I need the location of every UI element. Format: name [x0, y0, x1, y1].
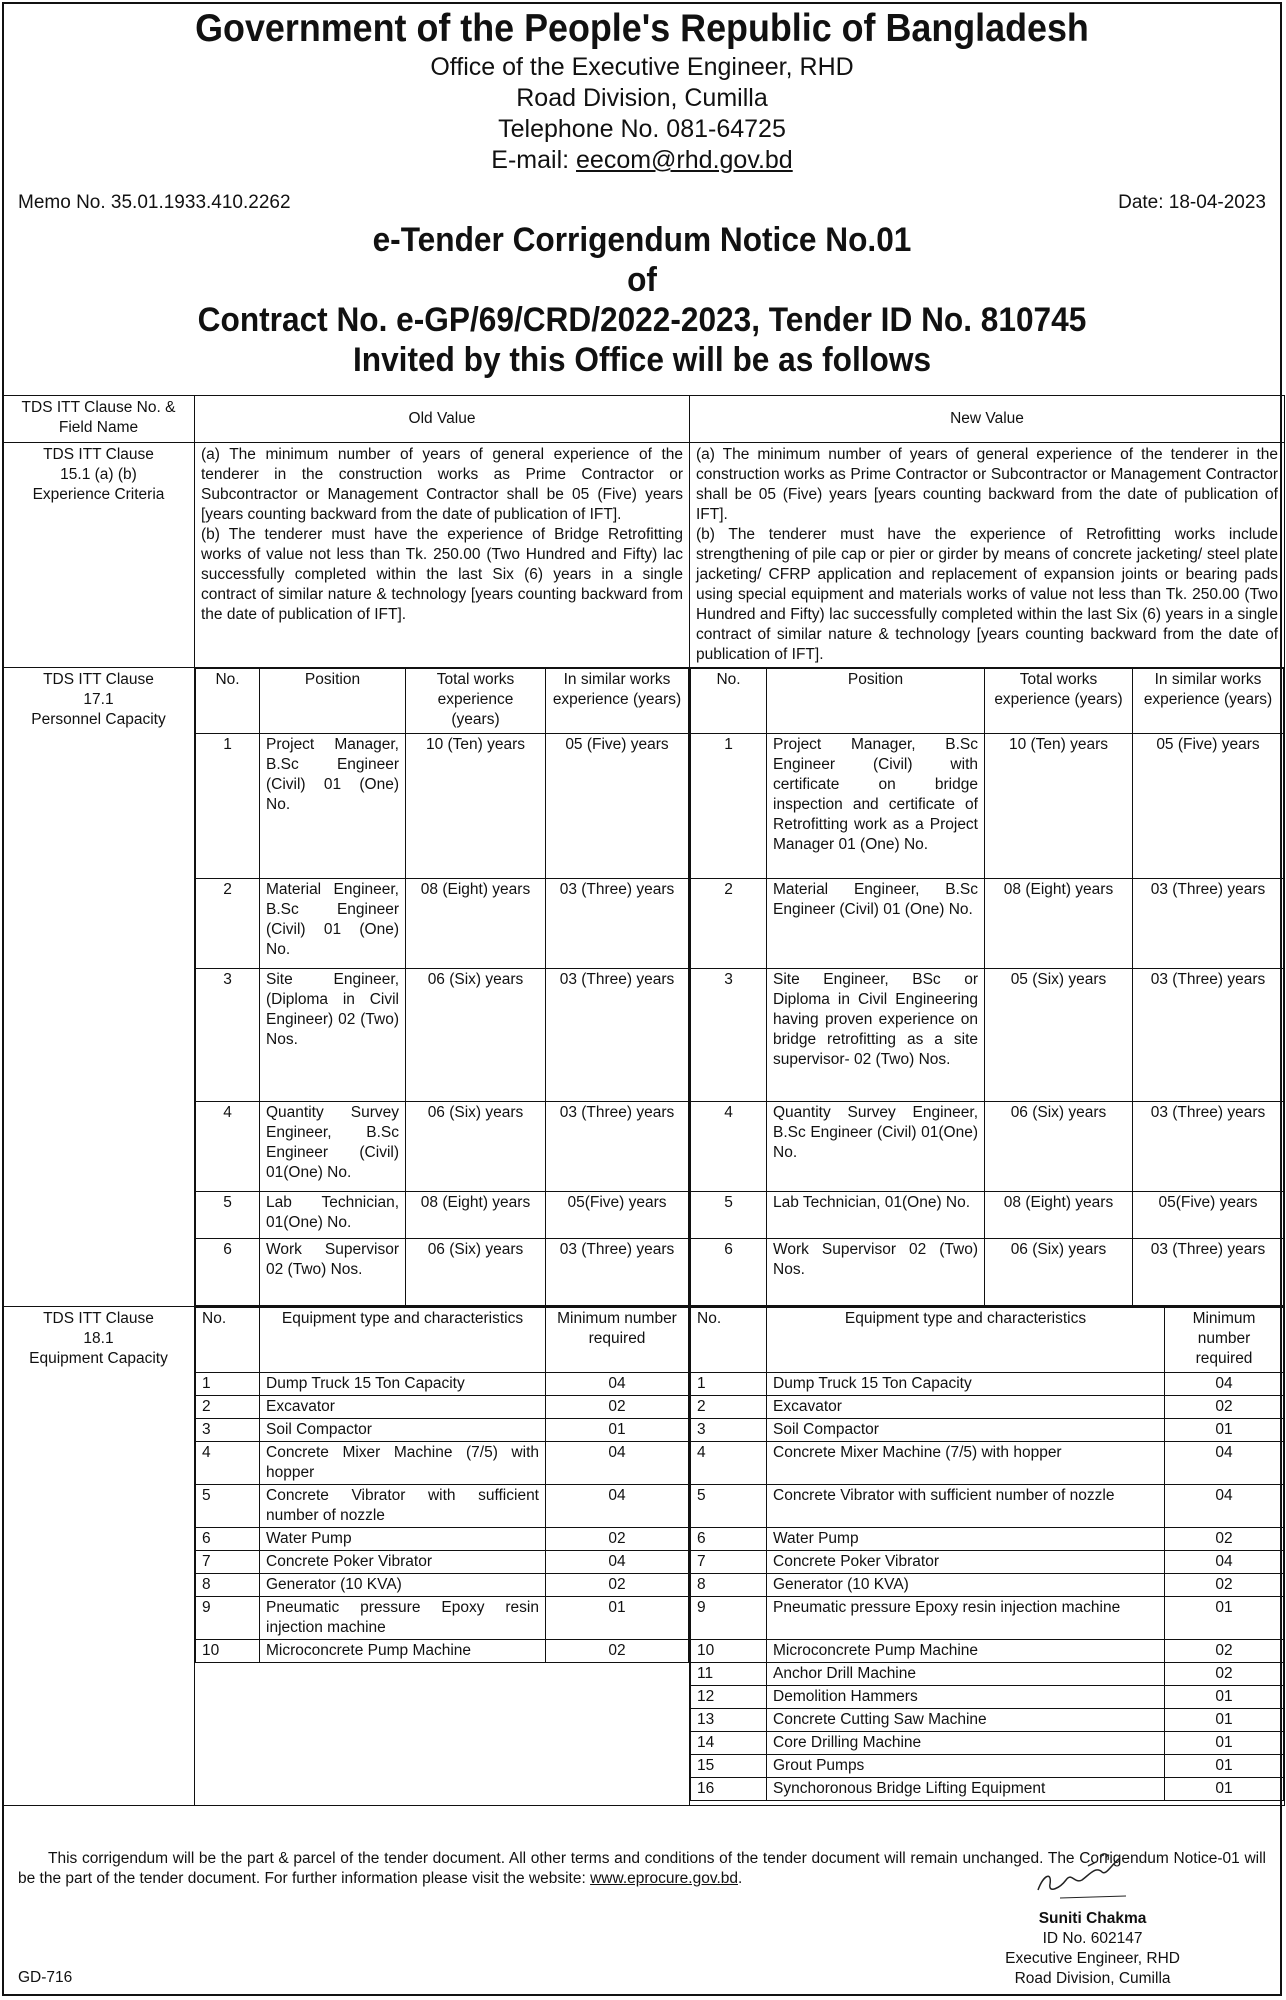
letterhead [4, 6, 1280, 176]
personnel-similar: 05(Five) years [1133, 1192, 1284, 1239]
equipment-new-table [690, 1307, 1284, 1801]
personnel-similar: 03 (Three) years [546, 1102, 689, 1192]
equipment-no: 2 [196, 1396, 260, 1419]
equipment-no: 7 [196, 1551, 260, 1574]
equipment-type: Pneumatic pressure Epoxy resin injection machine [260, 1597, 546, 1640]
personnel-total: 08 (Eight) years [406, 879, 546, 969]
equipment-min: 02 [1165, 1396, 1284, 1419]
personnel-similar: 03 (Three) years [1133, 1239, 1284, 1306]
personnel-row-item [196, 1102, 689, 1192]
personnel-total: 10 (Ten) years [985, 734, 1133, 879]
equipment-type: Generator (10 KVA) [260, 1574, 546, 1597]
equipment-no: 9 [196, 1597, 260, 1640]
equipment-min: 04 [1165, 1442, 1284, 1485]
equipment-min: 01 [1165, 1597, 1284, 1640]
personnel-similar: 05 (Five) years [1133, 734, 1284, 879]
equipment-no: 4 [196, 1442, 260, 1485]
personnel-row-item [691, 969, 1284, 1102]
equipment-no: 11 [691, 1663, 767, 1686]
equipment-row-item [691, 1663, 1284, 1686]
header-old-value: Old Value [195, 396, 690, 443]
equipment-type: Water Pump [767, 1528, 1165, 1551]
personnel-row-item [691, 1102, 1284, 1192]
equipment-no: 2 [691, 1396, 767, 1419]
equipment-type: Water Pump [260, 1528, 546, 1551]
equipment-type: Concrete Poker Vibrator [767, 1551, 1165, 1574]
experience-new-b: (b) The tenderer must have the experience of Retrofitting works include strengthening of pile cap or pier or girder by means of concrete jacketing/ steel plate jacketing/ CFRP application and replacement of expansion joints or bearing pads using special equipment and materials works of value not less than Tk. 250.00 (Two Hundred and Fifty) lac successfully completed within the last Six (6) years in a single contract of similar nature & technology [years counting backward from the date of publication of IFT]. [696, 526, 1278, 663]
equipment-row [3, 1307, 1285, 1806]
equipment-label [3, 1307, 195, 1806]
title-line-3: Contract No. e-GP/69/CRD/2022-2023, Tender ID No. 810745 [197, 301, 1087, 339]
personnel-row-item [196, 734, 689, 879]
equipment-no: 10 [691, 1640, 767, 1663]
personnel-row-item [691, 1192, 1284, 1239]
equipment-min: 04 [546, 1373, 689, 1396]
government-heading: Government of the People's Republic of Bangladesh [195, 7, 1089, 50]
equipment-no: 8 [196, 1574, 260, 1597]
equipment-row-item [196, 1597, 689, 1640]
equipment-row-item [196, 1396, 689, 1419]
personnel-header-similar: In similar works experience (years) [1133, 669, 1284, 734]
equipment-header-min: Minimum number required [1165, 1308, 1284, 1373]
equipment-header-type: Equipment type and characteristics [767, 1308, 1165, 1373]
title-line-4: Invited by this Office will be as follows [352, 341, 932, 379]
personnel-position: Lab Technician, 01(One) No. [767, 1192, 985, 1239]
equipment-row-item [691, 1551, 1284, 1574]
form-code: GD-716 [18, 1969, 73, 1986]
equipment-type: Concrete Mixer Machine (7/5) with hopper [767, 1442, 1165, 1485]
personnel-row-item [196, 879, 689, 969]
notice-page [2, 2, 1282, 1996]
personnel-no: 3 [691, 969, 767, 1102]
equipment-min: 02 [1165, 1528, 1284, 1551]
memo-number: Memo No. 35.01.1933.410.2262 [18, 192, 291, 213]
equipment-row-item [691, 1709, 1284, 1732]
personnel-no: 3 [196, 969, 260, 1102]
equipment-no: 12 [691, 1686, 767, 1709]
personnel-label [3, 668, 195, 1307]
equipment-row-item [691, 1396, 1284, 1419]
handwritten-signature [1030, 1844, 1130, 1906]
email-link[interactable]: eecom@rhd.gov.bd [576, 146, 793, 174]
equipment-min: 04 [1165, 1373, 1284, 1396]
personnel-header-total: Total works experience (years) [406, 669, 546, 734]
personnel-label-line: 17.1 [83, 691, 114, 708]
equipment-type: Anchor Drill Machine [767, 1663, 1165, 1686]
personnel-row-item [691, 879, 1284, 969]
equipment-empty-area [196, 1663, 689, 1806]
personnel-no: 2 [196, 879, 260, 969]
personnel-similar: 03 (Three) years [1133, 1102, 1284, 1192]
equipment-min: 01 [1165, 1686, 1284, 1709]
experience-label [3, 443, 195, 668]
equipment-no: 8 [691, 1574, 767, 1597]
equipment-no: 10 [196, 1640, 260, 1663]
equipment-min: 02 [546, 1396, 689, 1419]
equipment-label-line: TDS ITT Clause [43, 1310, 154, 1327]
personnel-total: 05 (Six) years [985, 969, 1133, 1102]
personnel-header-row [691, 669, 1284, 734]
memo-date: Date: 18-04-2023 [1118, 192, 1266, 213]
email-line [4, 145, 1280, 176]
personnel-position: Lab Technician, 01(One) No. [260, 1192, 406, 1239]
equipment-type: Dump Truck 15 Ton Capacity [767, 1373, 1165, 1396]
equipment-old-table [195, 1307, 689, 1805]
personnel-no: 5 [196, 1192, 260, 1239]
equipment-header-row [196, 1308, 689, 1373]
personnel-no: 4 [196, 1102, 260, 1192]
equipment-row-item [196, 1528, 689, 1551]
personnel-similar: 03 (Three) years [1133, 879, 1284, 969]
personnel-similar: 05(Five) years [546, 1192, 689, 1239]
equipment-type: Core Drilling Machine [767, 1732, 1165, 1755]
personnel-header-no: No. [196, 669, 260, 734]
personnel-no: 1 [196, 734, 260, 879]
personnel-header-row [196, 669, 689, 734]
experience-old [195, 443, 690, 668]
equipment-no: 1 [691, 1373, 767, 1396]
personnel-position: Quantity Survey Engineer, B.Sc Engineer (Civil) 01(One) No. [260, 1102, 406, 1192]
equipment-no: 9 [691, 1597, 767, 1640]
equipment-min: 04 [546, 1485, 689, 1528]
personnel-header-position: Position [767, 669, 985, 734]
equipment-row-item [196, 1551, 689, 1574]
equipment-row-item [691, 1732, 1284, 1755]
equipment-min: 04 [546, 1442, 689, 1485]
experience-label-line: TDS ITT Clause [43, 446, 154, 463]
title-line-2: of [627, 261, 657, 299]
personnel-no: 6 [196, 1239, 260, 1306]
personnel-new [690, 668, 1285, 1307]
personnel-no: 2 [691, 879, 767, 969]
experience-new-a: (a) The minimum number of years of general experience of the tenderer in the construction works as Prime Contractor or Subcontractor or Management Contractor shall be 05 (Five) years [years counting backward from the date of publication of IFT]. [696, 446, 1278, 523]
equipment-row-item [196, 1373, 689, 1396]
personnel-total: 08 (Eight) years [406, 1192, 546, 1239]
personnel-position: Work Supervisor 02 (Two) Nos. [260, 1239, 406, 1306]
table-header-row [3, 396, 1285, 443]
experience-label-line: 15.1 (a) (b) [60, 466, 137, 483]
equipment-type: Synchoronous Bridge Lifting Equipment [767, 1778, 1165, 1801]
memo-row [18, 192, 1266, 214]
title-line-1: e-Tender Corrigendum Notice No.01 [372, 221, 912, 259]
equipment-min: 02 [1165, 1663, 1284, 1686]
equipment-min: 02 [1165, 1574, 1284, 1597]
personnel-total: 06 (Six) years [985, 1102, 1133, 1192]
equipment-type: Concrete Mixer Machine (7/5) with hopper [260, 1442, 546, 1485]
personnel-row-item [196, 1192, 689, 1239]
personnel-header-position: Position [260, 669, 406, 734]
personnel-similar: 05 (Five) years [546, 734, 689, 879]
equipment-min: 01 [1165, 1755, 1284, 1778]
equipment-type: Pneumatic pressure Epoxy resin injection machine [767, 1597, 1165, 1640]
equipment-no: 1 [196, 1373, 260, 1396]
personnel-total: 06 (Six) years [406, 1102, 546, 1192]
personnel-header-total: Total works experience (years) [985, 669, 1133, 734]
equipment-row-item [691, 1442, 1284, 1485]
division-name: Road Division, Cumilla [516, 84, 768, 112]
equipment-min: 02 [546, 1574, 689, 1597]
equipment-header-min: Minimum number required [546, 1308, 689, 1373]
equipment-min: 01 [1165, 1419, 1284, 1442]
equipment-label-line: 18.1 [83, 1330, 114, 1347]
personnel-no: 5 [691, 1192, 767, 1239]
equipment-header-type: Equipment type and characteristics [260, 1308, 546, 1373]
telephone: Telephone No. 081-64725 [498, 115, 786, 143]
personnel-label-line: Personnel Capacity [31, 711, 166, 728]
equipment-no: 13 [691, 1709, 767, 1732]
equipment-row-item [691, 1778, 1284, 1801]
equipment-min: 02 [1165, 1640, 1284, 1663]
equipment-row-item [691, 1755, 1284, 1778]
equipment-type: Microconcrete Pump Machine [767, 1640, 1165, 1663]
signatory-name: Suniti Chakma [1038, 1910, 1147, 1927]
personnel-total: 10 (Ten) years [406, 734, 546, 879]
equipment-type: Soil Compactor [767, 1419, 1165, 1442]
equipment-type: Concrete Poker Vibrator [260, 1551, 546, 1574]
personnel-row [3, 668, 1285, 1307]
personnel-position: Site Engineer, (Diploma in Civil Engineer) 02 (Two) Nos. [260, 969, 406, 1102]
personnel-old-table [195, 668, 689, 1306]
equipment-min: 02 [546, 1640, 689, 1663]
experience-label-line: Experience Criteria [32, 486, 165, 503]
website-link[interactable]: www.eprocure.gov.bd [590, 1870, 738, 1887]
equipment-row-item [691, 1485, 1284, 1528]
equipment-type: Dump Truck 15 Ton Capacity [260, 1373, 546, 1396]
equipment-type: Excavator [260, 1396, 546, 1419]
equipment-type: Demolition Hammers [767, 1686, 1165, 1709]
equipment-header-no: No. [691, 1308, 767, 1373]
personnel-similar: 03 (Three) years [1133, 969, 1284, 1102]
personnel-position: Quantity Survey Engineer, B.Sc Engineer (Civil) 01(One) No. [767, 1102, 985, 1192]
equipment-min: 04 [1165, 1551, 1284, 1574]
equipment-empty-cell [196, 1663, 689, 1806]
equipment-min: 02 [546, 1528, 689, 1551]
equipment-old [195, 1307, 690, 1806]
personnel-similar: 03 (Three) years [546, 969, 689, 1102]
personnel-new-table [690, 668, 1284, 1306]
equipment-new [690, 1307, 1285, 1806]
equipment-no: 6 [691, 1528, 767, 1551]
email-label: E-mail: [491, 146, 577, 174]
footer-text: This corrigendum will be the part & parcel of the tender document. All other terms and conditions of the tender document will remain unchanged. The Corrigendum Notice-01 will be the part of the tender document. For further information please visit the website: [18, 1850, 1266, 1887]
equipment-row-item [196, 1574, 689, 1597]
equipment-min: 01 [1165, 1778, 1284, 1801]
equipment-min: 01 [1165, 1732, 1284, 1755]
equipment-row-item [196, 1419, 689, 1442]
equipment-min: 01 [1165, 1709, 1284, 1732]
equipment-row-item [691, 1686, 1284, 1709]
equipment-type: Grout Pumps [767, 1755, 1165, 1778]
equipment-type: Concrete Vibrator with sufficient number of nozzle [260, 1485, 546, 1528]
equipment-row-item [196, 1640, 689, 1663]
equipment-type: Soil Compactor [260, 1419, 546, 1442]
personnel-header-similar: In similar works experience (years) [546, 669, 689, 734]
equipment-row-item [691, 1528, 1284, 1551]
equipment-no: 3 [196, 1419, 260, 1442]
experience-row [3, 443, 1285, 668]
equipment-min: 01 [546, 1597, 689, 1640]
equipment-type: Microconcrete Pump Machine [260, 1640, 546, 1663]
notice-title [4, 220, 1280, 380]
signature-block [1005, 1909, 1180, 1989]
equipment-no: 15 [691, 1755, 767, 1778]
equipment-row-item [691, 1419, 1284, 1442]
equipment-min: 04 [546, 1551, 689, 1574]
equipment-header-row [691, 1308, 1284, 1373]
equipment-type: Concrete Vibrator with sufficient number of nozzle [767, 1485, 1165, 1528]
personnel-no: 1 [691, 734, 767, 879]
personnel-total: 06 (Six) years [406, 969, 546, 1102]
personnel-total: 08 (Eight) years [985, 1192, 1133, 1239]
equipment-row-item [196, 1442, 689, 1485]
equipment-no: 4 [691, 1442, 767, 1485]
personnel-position: Material Engineer, B.Sc Engineer (Civil) 01 (One) No. [767, 879, 985, 969]
experience-new [690, 443, 1285, 668]
equipment-header-no: No. [196, 1308, 260, 1373]
equipment-no: 14 [691, 1732, 767, 1755]
personnel-old [195, 668, 690, 1307]
personnel-position: Site Engineer, BSc or Diploma in Civil Engineering having proven experience on bridge retrofitting as a site supervisor- 02 (Two) Nos. [767, 969, 985, 1102]
equipment-row-item [691, 1574, 1284, 1597]
header-new-value: New Value [690, 396, 1285, 443]
personnel-similar: 03 (Three) years [546, 1239, 689, 1306]
footer-end: . [738, 1870, 743, 1887]
personnel-no: 4 [691, 1102, 767, 1192]
equipment-no: 5 [196, 1485, 260, 1528]
equipment-row-item [691, 1640, 1284, 1663]
personnel-similar: 03 (Three) years [546, 879, 689, 969]
personnel-total: 08 (Eight) years [985, 879, 1133, 969]
personnel-label-line: TDS ITT Clause [43, 671, 154, 688]
signatory-designation: Executive Engineer, RHD [1005, 1950, 1180, 1967]
equipment-no: 16 [691, 1778, 767, 1801]
personnel-total: 06 (Six) years [406, 1239, 546, 1306]
equipment-no: 3 [691, 1419, 767, 1442]
signatory-id: ID No. 602147 [1042, 1930, 1143, 1947]
equipment-label-line: Equipment Capacity [29, 1350, 168, 1367]
equipment-min: 01 [546, 1419, 689, 1442]
equipment-type: Generator (10 KVA) [767, 1574, 1165, 1597]
office-name: Office of the Executive Engineer, RHD [430, 53, 854, 81]
personnel-row-item [691, 1239, 1284, 1306]
personnel-position: Work Supervisor 02 (Two) Nos. [767, 1239, 985, 1306]
experience-old-a: (a) The minimum number of years of general experience of the tenderer in the construction works as Prime Contractor or Subcontractor or Management Contractor shall be 05 (Five) years [years counting backward from the date of publication of IFT]. [201, 446, 683, 523]
personnel-position: Material Engineer, B.Sc Engineer (Civil) 01 (One) No. [260, 879, 406, 969]
corrigendum-table [2, 395, 1285, 1806]
personnel-position: Project Manager, B.Sc Engineer (Civil) 01 (One) No. [260, 734, 406, 879]
equipment-no: 5 [691, 1485, 767, 1528]
personnel-total: 06 (Six) years [985, 1239, 1133, 1306]
personnel-row-item [691, 734, 1284, 879]
personnel-no: 6 [691, 1239, 767, 1306]
equipment-row-item [196, 1485, 689, 1528]
personnel-row-item [196, 969, 689, 1102]
signatory-division: Road Division, Cumilla [1014, 1970, 1171, 1987]
equipment-no: 7 [691, 1551, 767, 1574]
personnel-header-no: No. [691, 669, 767, 734]
personnel-position: Project Manager, B.Sc Engineer (Civil) with certificate on bridge inspection and certificate of Retrofitting work as a Project Manager 01 (One) No. [767, 734, 985, 879]
equipment-row-item [691, 1373, 1284, 1396]
equipment-type: Excavator [767, 1396, 1165, 1419]
equipment-no: 6 [196, 1528, 260, 1551]
header-clause: TDS ITT Clause No. & Field Name [3, 396, 195, 443]
personnel-row-item [196, 1239, 689, 1306]
equipment-min: 04 [1165, 1485, 1284, 1528]
equipment-type: Concrete Cutting Saw Machine [767, 1709, 1165, 1732]
equipment-row-item [691, 1597, 1284, 1640]
experience-old-b: (b) The tenderer must have the experience of Bridge Retrofitting works of value not less than Tk. 250.00 (Two Hundred and Fifty) lac successfully completed within the last Six (6) years in a single contract of similar nature & technology [years counting backward from the date of publication of IFT]. [201, 526, 683, 623]
